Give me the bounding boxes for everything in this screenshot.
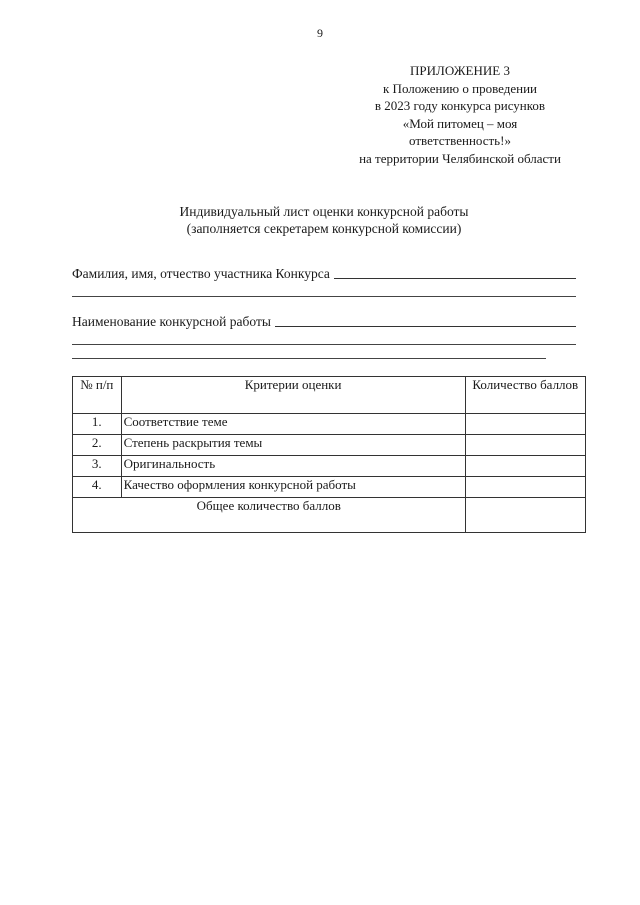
table-total-row <box>73 498 586 533</box>
work-title-label: Наименование конкурсной работы <box>72 314 271 329</box>
row-score-cell[interactable] <box>465 414 585 435</box>
row-number: 4. <box>73 477 122 498</box>
participant-label: Фамилия, имя, отчество участника Конкурса <box>72 266 330 281</box>
row-criterion: Степень раскрытия темы <box>121 435 465 456</box>
sheet-title: Индивидуальный лист оценки конкурсной работы <box>179 204 469 219</box>
row-criterion: Оригинальность <box>121 456 465 477</box>
appendix-line: ответственность!» <box>409 133 511 148</box>
work-title-fill-line[interactable] <box>275 314 576 327</box>
table-row <box>73 435 586 456</box>
appendix-line: в 2023 году конкурса рисунков <box>374 98 546 113</box>
row-number: 2. <box>73 435 122 456</box>
appendix-line: к Положению о проведении <box>382 80 538 96</box>
row-number: 1. <box>73 414 122 435</box>
participant-fill-line[interactable] <box>334 266 576 279</box>
table-row <box>73 414 586 435</box>
total-label: Общее количество баллов <box>73 498 466 533</box>
row-score-cell[interactable] <box>465 435 585 456</box>
row-number: 3. <box>73 456 122 477</box>
row-criterion: Соответствие теме <box>121 414 465 435</box>
criteria-table <box>72 376 586 533</box>
header-score: Количество баллов <box>465 377 585 414</box>
work-title-fill-line-3[interactable] <box>72 358 546 359</box>
row-criterion: Качество оформления конкурсной работы <box>121 477 465 498</box>
participant-field <box>72 266 576 282</box>
sheet-title-block <box>0 203 640 237</box>
total-score-cell[interactable] <box>465 498 585 533</box>
appendix-line: на территории Челябинской области <box>359 150 561 166</box>
work-title-fill-line-2[interactable] <box>72 344 576 345</box>
header-number: № п/п <box>73 377 122 414</box>
appendix-title: ПРИЛОЖЕНИЕ 3 <box>410 63 510 78</box>
work-title-field <box>72 314 576 330</box>
sheet-subtitle: (заполняется секретарем конкурсной комиссии) <box>186 221 462 236</box>
table-header-row <box>73 377 586 414</box>
header-criteria: Критерии оценки <box>121 377 465 414</box>
row-score-cell[interactable] <box>465 456 585 477</box>
table-row <box>73 477 586 498</box>
participant-fill-line-2[interactable] <box>72 296 576 297</box>
appendix-header <box>330 62 590 167</box>
page-number: 9 <box>317 26 323 40</box>
appendix-line: «Мой питомец – моя <box>402 115 518 131</box>
table-row <box>73 456 586 477</box>
row-score-cell[interactable] <box>465 477 585 498</box>
